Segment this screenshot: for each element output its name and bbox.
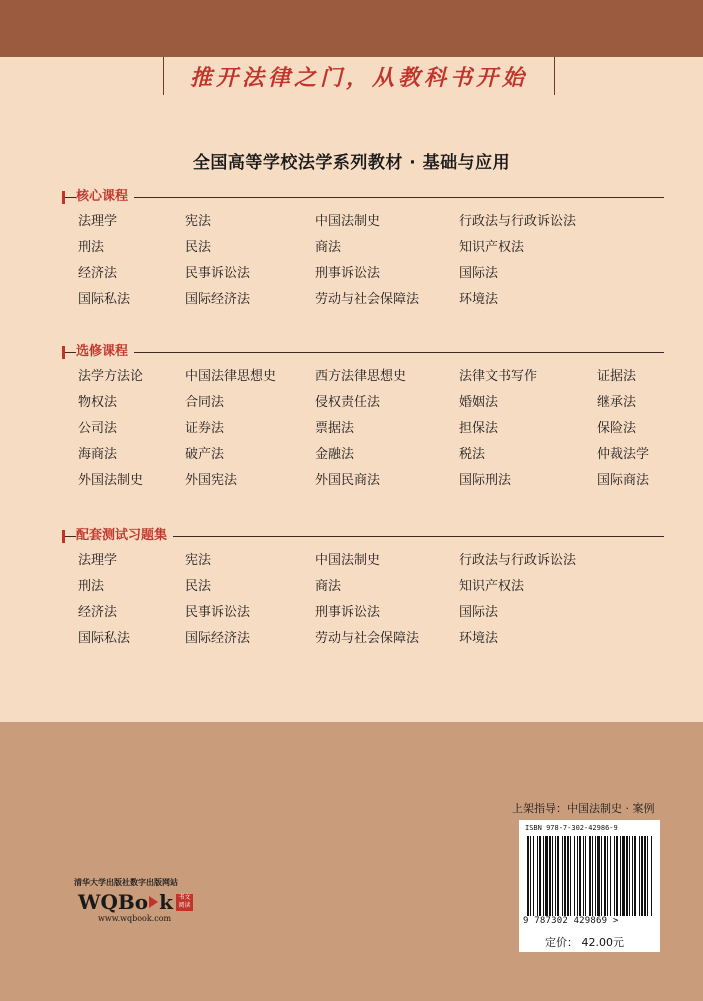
top-color-band: [0, 0, 703, 57]
barcode-bar: [589, 836, 591, 916]
barcode-bar: [564, 836, 566, 916]
slogan-text: 推开法律之门，从教科书开始: [189, 64, 528, 91]
barcode-bar: [610, 836, 611, 916]
barcode-bar: [597, 836, 600, 916]
course-grid: [62, 551, 664, 655]
slogan-banner: [163, 57, 555, 95]
section-header: [62, 527, 664, 547]
course-row: [62, 419, 664, 445]
course-title: 继承法: [597, 395, 637, 410]
course-title: 外国法制史: [78, 473, 144, 488]
course-row: [62, 471, 664, 497]
section-divider: [62, 352, 664, 353]
course-title: 婚姻法: [459, 395, 499, 410]
course-row: [62, 238, 664, 264]
barcode-bar: [574, 836, 575, 916]
barcode-bar: [552, 836, 553, 916]
course-title: 商法: [315, 579, 342, 594]
course-title: 劳动与社会保障法: [315, 631, 420, 646]
course-title: 国际经济法: [185, 631, 251, 646]
barcode-bar: [622, 836, 625, 916]
course-title: 宪法: [185, 553, 212, 568]
course-title: 外国民商法: [315, 473, 381, 488]
barcode-bar: [607, 836, 608, 916]
barcode-bar: [557, 836, 559, 916]
course-row: [62, 393, 664, 419]
logo-stamp-icon: 书文阅读: [176, 894, 193, 911]
course-title: 物权法: [78, 395, 118, 410]
course-title: 国际商法: [597, 473, 650, 488]
course-title: 海商法: [78, 447, 118, 462]
isbn-label: ISBN 978-7-302-42986-9: [525, 824, 618, 832]
course-title: 经济法: [78, 266, 118, 281]
course-title: 民法: [185, 240, 212, 255]
barcode-bar: [533, 836, 534, 916]
barcode-bar: [549, 836, 551, 916]
barcode-digits: 9 787302 429869 >: [523, 916, 619, 926]
section-marker-icon: [62, 530, 65, 543]
course-title: 国际刑法: [459, 473, 512, 488]
course-title: 合同法: [185, 395, 225, 410]
course-title: 法理学: [78, 553, 118, 568]
barcode-bar: [539, 836, 541, 916]
course-row: [62, 367, 664, 393]
course-title: 国际私法: [78, 631, 131, 646]
course-row: [62, 629, 664, 655]
barcode-bar: [626, 836, 628, 916]
barcode-bar: [530, 836, 531, 916]
barcode-bar: [639, 836, 640, 916]
course-title: 劳动与社会保障法: [315, 292, 420, 307]
barcode-bar: [537, 836, 538, 916]
course-grid: [62, 367, 664, 497]
course-title: 刑法: [78, 579, 105, 594]
course-title: 公司法: [78, 421, 118, 436]
course-title: 法理学: [78, 214, 118, 229]
barcode-bar: [545, 836, 548, 916]
course-title: 民事诉讼法: [185, 605, 251, 620]
course-title: 证券法: [185, 421, 225, 436]
course-row: [62, 290, 664, 316]
course-title: 法学方法论: [78, 369, 144, 384]
barcode-icon: [527, 836, 652, 916]
section-header: [62, 188, 664, 208]
course-title: 刑事诉讼法: [315, 266, 381, 281]
course-title: 行政法与行政诉讼法: [459, 214, 577, 229]
barcode-bar: [527, 836, 529, 916]
section-1: [62, 188, 664, 316]
publisher-site-label: 清华大学出版社数字出版网站: [74, 878, 178, 887]
barcode-bar: [632, 836, 633, 916]
course-title: 民法: [185, 579, 212, 594]
section-title: 核心课程: [76, 188, 134, 206]
section-marker-icon: [62, 346, 65, 359]
course-title: 中国法制史: [315, 553, 381, 568]
isbn-barcode-panel: [519, 820, 660, 952]
barcode-bar: [620, 836, 621, 916]
course-title: 保险法: [597, 421, 637, 436]
barcode-bar: [543, 836, 544, 916]
barcode-bar: [644, 836, 646, 916]
barcode-bar: [577, 836, 578, 916]
course-title: 国际私法: [78, 292, 131, 307]
course-row: [62, 212, 664, 238]
course-title: 破产法: [185, 447, 225, 462]
course-title: 宪法: [185, 214, 212, 229]
course-title: 西方法律思想史: [315, 369, 407, 384]
course-title: 担保法: [459, 421, 499, 436]
course-title: 刑法: [78, 240, 105, 255]
website-url: www.wqbook.com: [98, 914, 172, 923]
course-title: 中国法律思想史: [185, 369, 277, 384]
section-title: 配套测试习题集: [76, 527, 173, 545]
logo-arrow-icon: [149, 896, 158, 908]
course-title: 国际经济法: [185, 292, 251, 307]
course-title: 民事诉讼法: [185, 266, 251, 281]
section-title: 选修课程: [76, 343, 134, 361]
barcode-bar: [562, 836, 563, 916]
barcode-bar: [651, 836, 652, 916]
barcode-bar: [595, 836, 596, 916]
barcode-bar: [585, 836, 586, 916]
course-title: 中国法制史: [315, 214, 381, 229]
course-row: [62, 445, 664, 471]
course-title: 环境法: [459, 631, 499, 646]
section-divider: [62, 197, 664, 198]
course-grid: [62, 212, 664, 316]
barcode-bar: [555, 836, 556, 916]
course-title: 侵权责任法: [315, 395, 381, 410]
barcode-bar: [629, 836, 630, 916]
series-title: 全国高等学校法学系列教材 · 基础与应用: [192, 153, 511, 173]
course-row: [62, 603, 664, 629]
course-title: 票据法: [315, 421, 355, 436]
barcode-bar: [614, 836, 615, 916]
section-2: [62, 343, 664, 497]
course-title: 环境法: [459, 292, 499, 307]
course-title: 商法: [315, 240, 342, 255]
barcode-bar: [634, 836, 636, 916]
course-row: [62, 264, 664, 290]
barcode-bar: [641, 836, 643, 916]
barcode-bar: [616, 836, 618, 916]
course-title: 国际法: [459, 605, 499, 620]
shelf-guide: 上架指导：中国法制史 · 案例: [512, 802, 655, 815]
course-title: 经济法: [78, 605, 118, 620]
barcode-bar: [647, 836, 648, 916]
course-title: 行政法与行政诉讼法: [459, 553, 577, 568]
course-title: 仲裁法学: [597, 447, 650, 462]
barcode-bar: [601, 836, 602, 916]
barcode-bar: [592, 836, 593, 916]
section-3: [62, 527, 664, 655]
section-header: [62, 343, 664, 363]
section-marker-icon: [62, 191, 65, 204]
barcode-bar: [570, 836, 571, 916]
price-label: 定价： 42.00元: [545, 936, 624, 949]
course-row: [62, 577, 664, 603]
wqbook-logo: [78, 891, 193, 913]
course-title: 知识产权法: [459, 579, 525, 594]
barcode-bar: [579, 836, 581, 916]
course-title: 知识产权法: [459, 240, 525, 255]
barcode-bar: [567, 836, 569, 916]
course-title: 外国宪法: [185, 473, 238, 488]
course-title: 金融法: [315, 447, 355, 462]
logo-text-wqbo: WQBo: [78, 890, 149, 914]
course-row: [62, 551, 664, 577]
barcode-bar: [604, 836, 606, 916]
course-title: 税法: [459, 447, 486, 462]
course-title: 国际法: [459, 266, 499, 281]
logo-text-k: k: [159, 890, 173, 914]
course-title: 法律文书写作: [459, 369, 538, 384]
barcode-bar: [583, 836, 584, 916]
course-title: 刑事诉讼法: [315, 605, 381, 620]
course-title: 证据法: [597, 369, 637, 384]
